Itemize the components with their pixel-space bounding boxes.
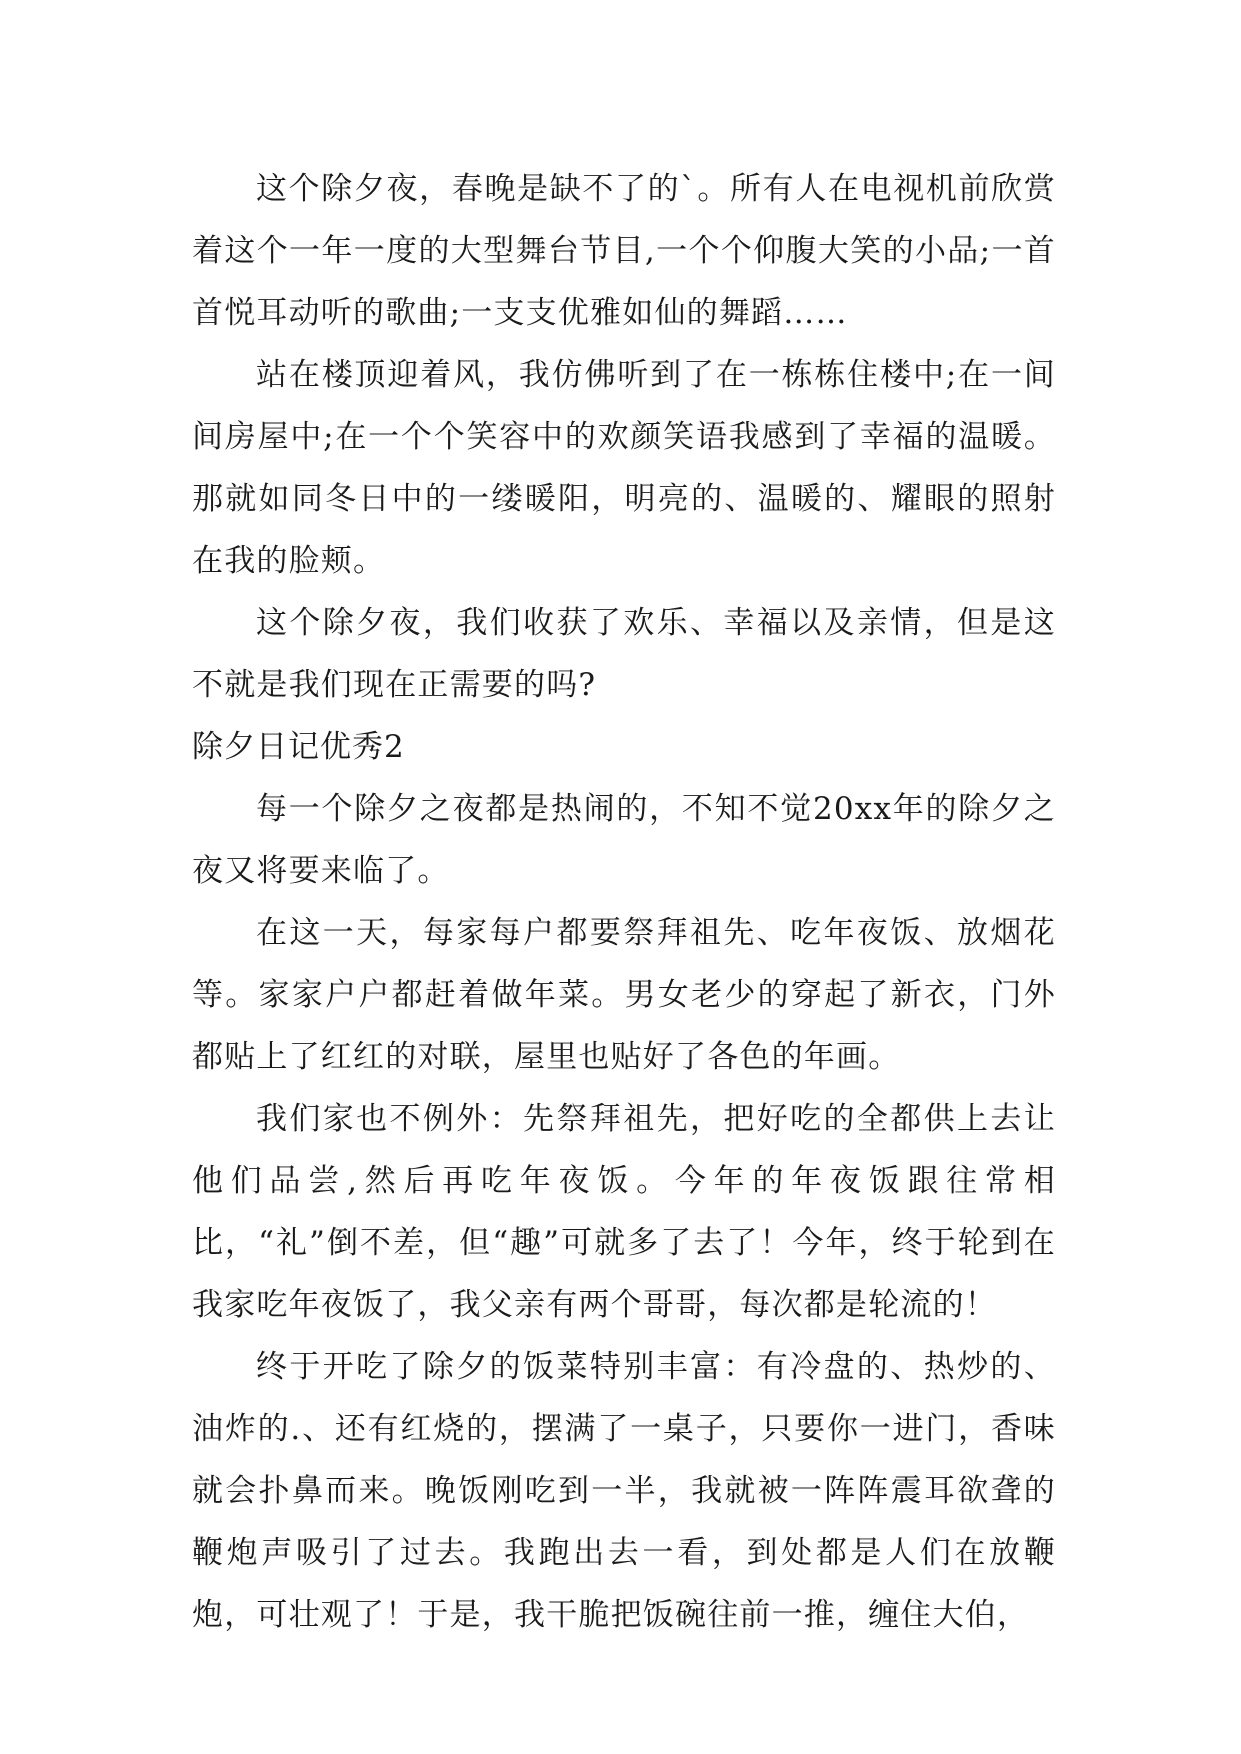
- paragraph-this-day: 在这一天，每家每户都要祭拜祖先、吃年夜饭、放烟花等。家家户户都赶着做年菜。男女老少的穿起了新衣，门外都贴上了红红的对联，屋里也贴好了各色的年画。: [192, 915, 1056, 1075]
- paragraph-new-year-eve-gala: 这个除夕夜，春晚是缺不了的`。所有人在电视机前欣赏着这个一年一度的大型舞台节目,一个个仰腹大笑的小品;一首首悦耳动听的歌曲;一支支优雅如仙的舞蹈……: [192, 171, 1056, 331]
- paragraph-every-eve: 每一个除夕之夜都是热闹的，不知不觉20xx年的除夕之夜又将要来临了。: [192, 791, 1056, 889]
- paragraph-rooftop-wind: 站在楼顶迎着风，我仿佛听到了在一栋栋住楼中;在一间间房屋中;在一个个笑容中的欢颜笑语我感到了幸福的温暖。那就如同冬日中的一缕暖阳，明亮的、温暖的、耀眼的照射在我的脸颊。: [192, 357, 1056, 579]
- section-title: 除夕日记优秀2: [192, 729, 405, 765]
- paragraph-dinner-firecrackers: 终于开吃了除夕的饭菜特别丰富：有冷盘的、热炒的、油炸的.、还有红烧的，摆满了一桌子，只要你一进门，香味就会扑鼻而来。晚饭刚吃到一半，我就被一阵阵震耳欲聋的鞭炮声吸引了过去。我跑出去一看，到处都是人们在放鞭炮，可壮观了！于是，我干脆把饭碗往前一推，缠住大伯，: [192, 1349, 1056, 1633]
- paragraph-our-family: 我们家也不例外：先祭拜祖先，把好吃的全都供上去让他们品尝,然后再吃年夜饭。今年的年夜饭跟往常相比，“礼”倒不差，但“趣”可就多了去了！今年，终于轮到在我家吃年夜饭了，我父亲有两个哥哥，每次都是轮流的！: [192, 1101, 1056, 1323]
- paragraph-harvest-joy: 这个除夕夜，我们收获了欢乐、幸福以及亲情，但是这不就是我们现在正需要的吗?: [192, 605, 1056, 703]
- document-page: [192, 158, 1056, 1646]
